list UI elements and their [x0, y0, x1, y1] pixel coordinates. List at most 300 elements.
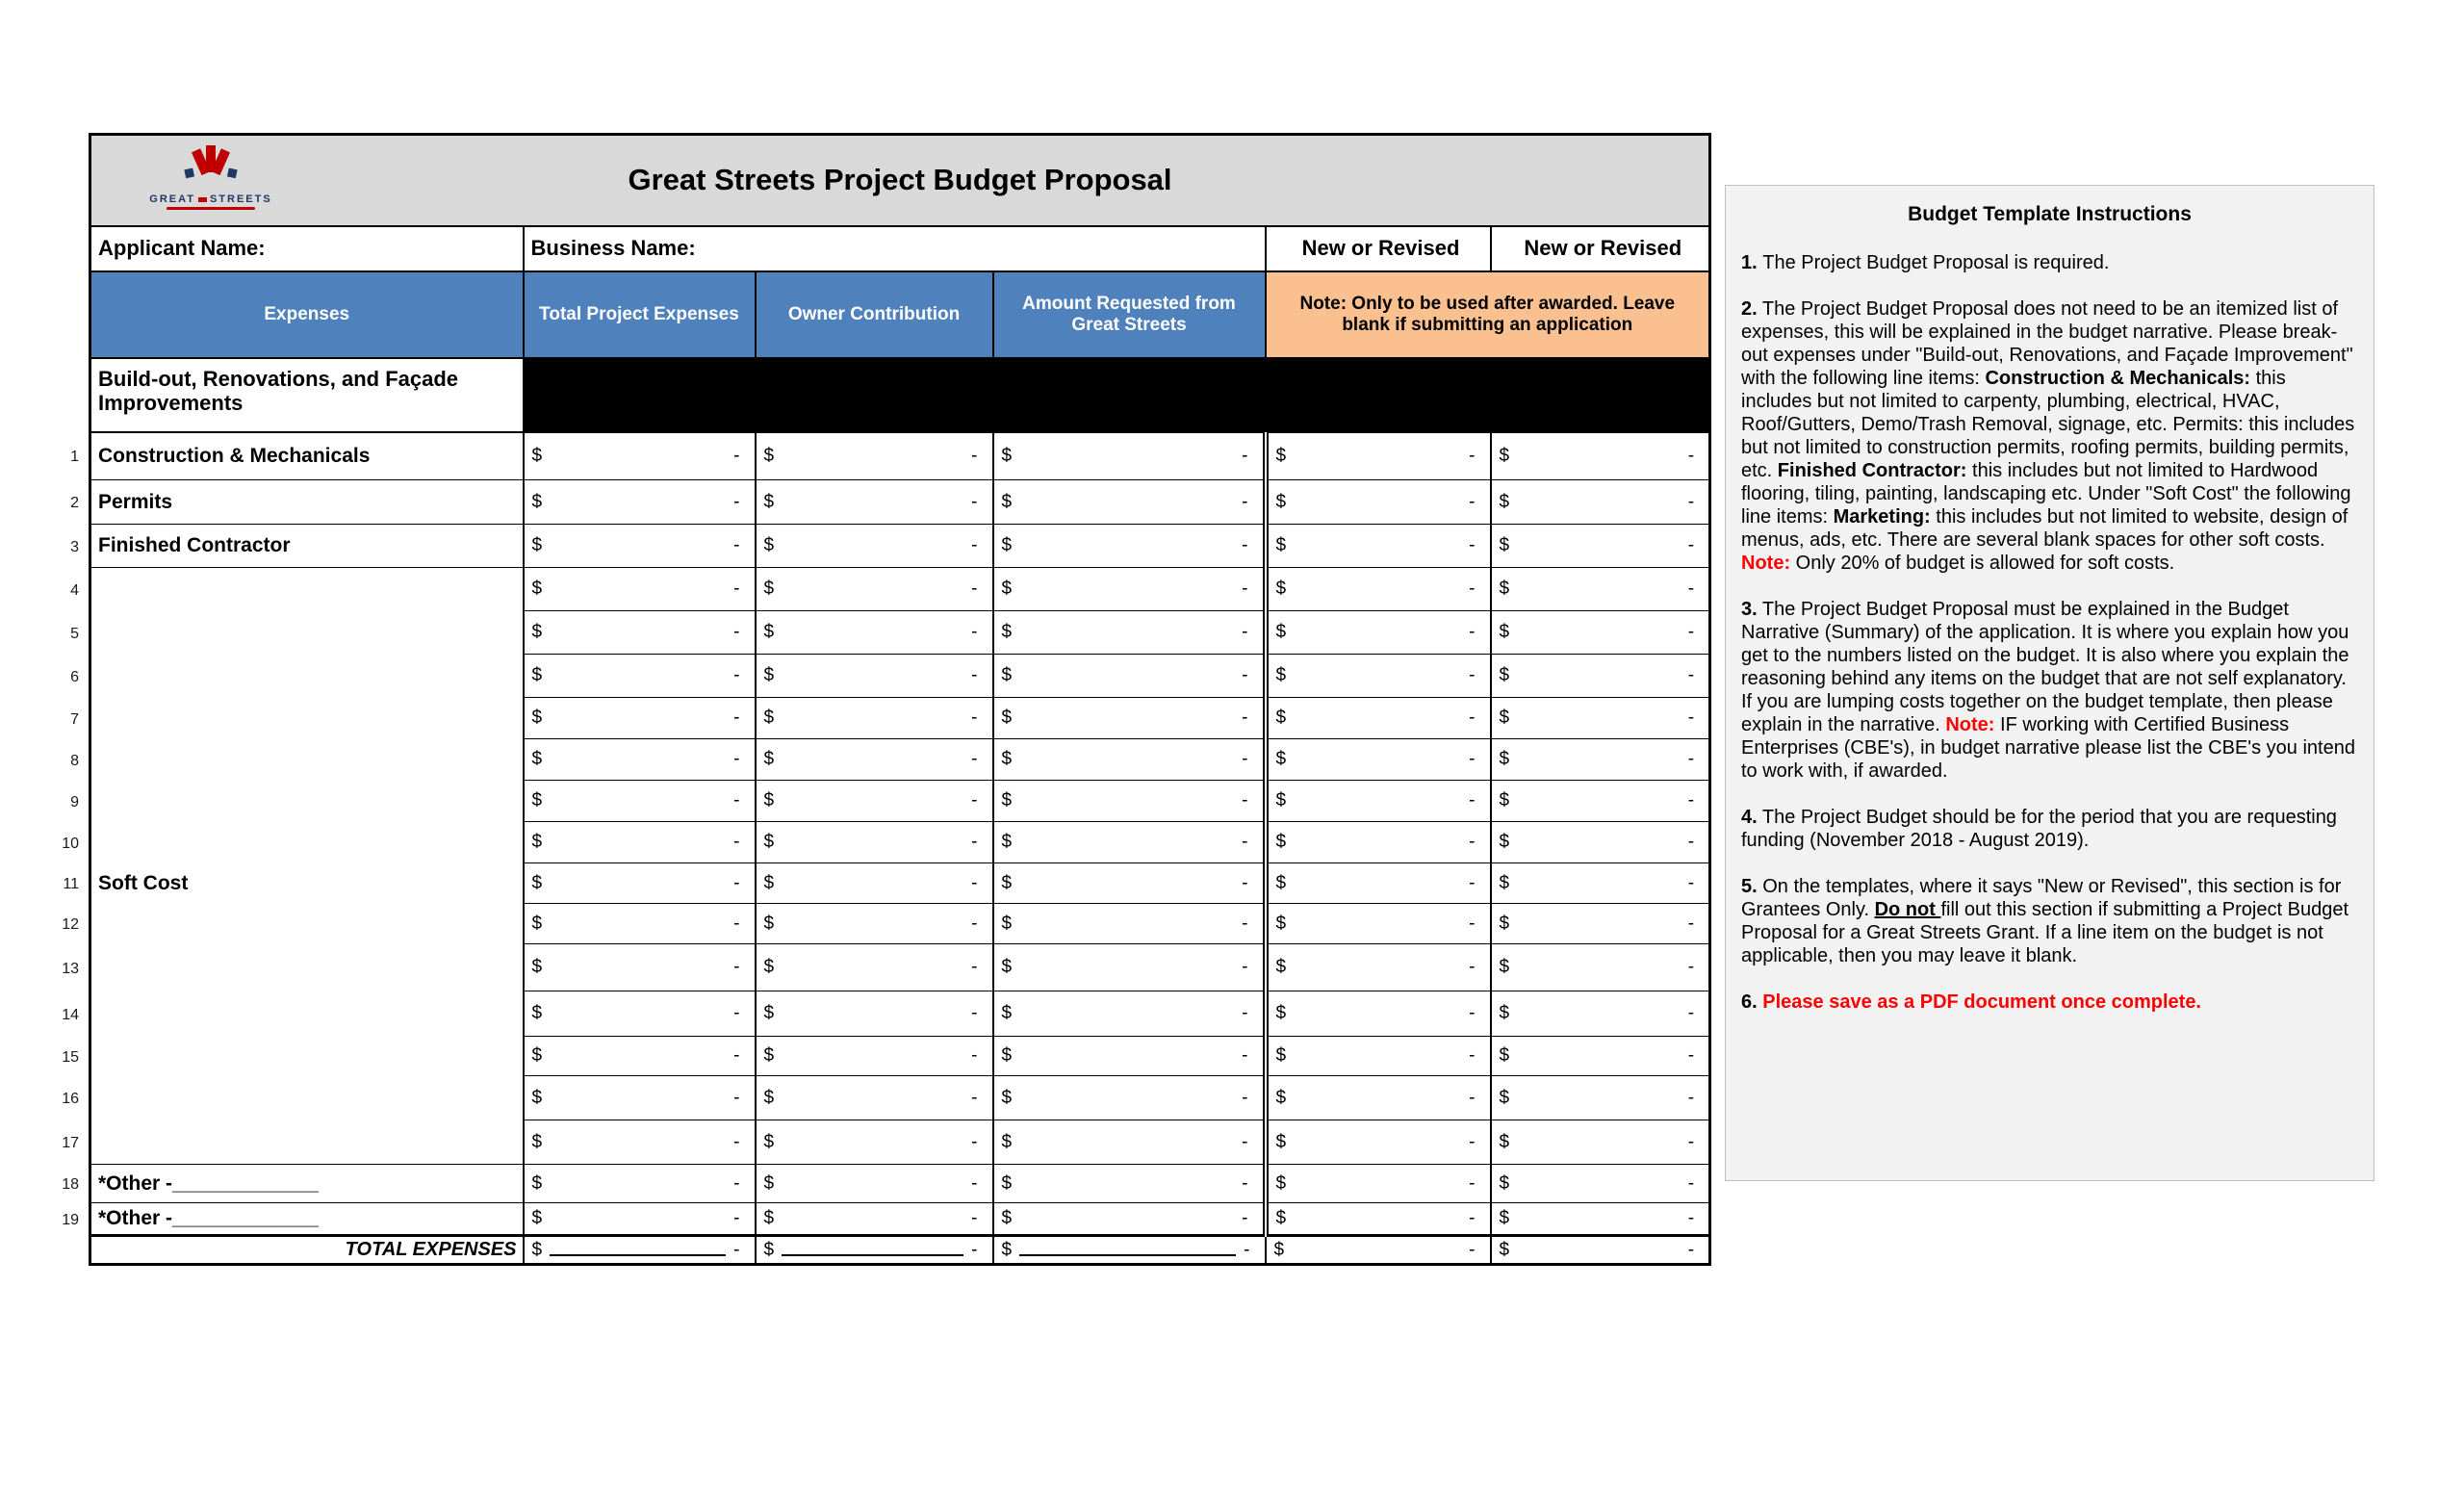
currency-symbol: $ — [763, 708, 775, 728]
amount-cell[interactable] — [993, 991, 1266, 1037]
currency-symbol: $ — [1275, 665, 1287, 685]
currency-symbol: $ — [1499, 790, 1510, 811]
currency-symbol: $ — [531, 749, 543, 769]
amount-cell[interactable] — [524, 1076, 756, 1120]
row-number: 13 — [62, 960, 79, 977]
currency-symbol: $ — [531, 1003, 543, 1023]
amount-cell[interactable] — [1491, 822, 1710, 863]
amount-cell[interactable] — [756, 568, 993, 611]
budget-rows — [90, 432, 1710, 1236]
amount-cell[interactable] — [524, 611, 756, 655]
empty-amount: - — [1469, 665, 1476, 685]
amount-cell[interactable] — [1266, 1120, 1491, 1165]
amount-cell[interactable] — [993, 1165, 1266, 1203]
currency-symbol: $ — [531, 1208, 543, 1228]
currency-symbol: $ — [1001, 579, 1013, 599]
expense-label-cell[interactable] — [90, 822, 524, 863]
amount-cell[interactable] — [524, 432, 756, 480]
currency-symbol: $ — [1001, 1208, 1013, 1228]
expense-label-cell[interactable] — [90, 1037, 524, 1076]
empty-amount: - — [1242, 491, 1248, 512]
amount-cell[interactable] — [993, 698, 1266, 739]
row-number: 17 — [62, 1135, 79, 1151]
currency-symbol: $ — [1275, 491, 1287, 512]
amount-cell[interactable] — [1491, 1076, 1710, 1120]
empty-amount: - — [1687, 1239, 1695, 1260]
expense-label-cell[interactable]: Construction & Mechanicals — [90, 432, 524, 480]
currency-symbol: $ — [1001, 445, 1013, 466]
instructions-title: Budget Template Instructions — [1908, 203, 2192, 225]
amount-cell[interactable] — [756, 822, 993, 863]
empty-amount: - — [1687, 622, 1695, 642]
total-amount-cell[interactable] — [524, 1236, 756, 1265]
currency-symbol: $ — [1275, 1172, 1287, 1194]
empty-amount: - — [1242, 913, 1248, 934]
empty-amount: - — [1687, 1131, 1695, 1152]
currency-symbol: $ — [1275, 1087, 1287, 1108]
amount-cell[interactable] — [1491, 480, 1710, 525]
amount-cell[interactable] — [1266, 1037, 1491, 1076]
empty-amount: - — [1687, 579, 1695, 599]
currency-symbol: $ — [531, 832, 543, 852]
great-streets-logo-text: GREAT STREETS — [149, 193, 272, 205]
amount-cell[interactable] — [993, 655, 1266, 698]
empty-amount: - — [971, 749, 978, 769]
amount-cell[interactable] — [1266, 698, 1491, 739]
currency-symbol: $ — [531, 1045, 543, 1066]
empty-amount: - — [1242, 1045, 1248, 1066]
amount-cell[interactable] — [1266, 480, 1491, 525]
empty-amount: - — [971, 1239, 978, 1260]
amount-cell[interactable] — [1266, 1076, 1491, 1120]
amount-cell[interactable] — [1266, 525, 1491, 568]
amount-cell[interactable] — [993, 611, 1266, 655]
amount-cell[interactable] — [993, 1076, 1266, 1120]
currency-symbol: $ — [1001, 708, 1013, 728]
currency-symbol: $ — [763, 535, 775, 555]
row-number: 6 — [70, 668, 79, 685]
currency-symbol: $ — [1275, 622, 1287, 642]
empty-amount: - — [1687, 749, 1695, 769]
empty-amount: - — [1242, 622, 1248, 642]
empty-amount: - — [1687, 1172, 1695, 1194]
amount-cell[interactable] — [1266, 863, 1491, 904]
empty-amount: - — [1242, 957, 1248, 977]
row-number: 16 — [62, 1091, 79, 1107]
amount-cell[interactable] — [1266, 568, 1491, 611]
currency-symbol: $ — [1275, 1131, 1287, 1152]
currency-symbol: $ — [1499, 1087, 1510, 1108]
amount-cell[interactable] — [524, 1120, 756, 1165]
blank-underline — [550, 1245, 726, 1256]
instruction-item-6: 6. Please save as a PDF document once complete. — [1741, 991, 2201, 1013]
currency-symbol: $ — [763, 872, 775, 893]
empty-amount: - — [1242, 708, 1248, 728]
currency-symbol: $ — [531, 535, 543, 555]
empty-amount: - — [1242, 1172, 1248, 1194]
amount-cell[interactable] — [524, 698, 756, 739]
row-number: 19 — [62, 1212, 79, 1228]
empty-amount: - — [733, 708, 740, 728]
amount-cell[interactable] — [993, 739, 1266, 781]
amount-cell[interactable] — [993, 822, 1266, 863]
amount-cell[interactable] — [993, 781, 1266, 822]
instruction-item-2: 2. The Project Budget Proposal does not need to be an itemized list of expenses, this will be explained in the budget narrative. Please break-out expenses under "Build-out, Renovations, and Façade Improvement" with the following line items: Construction & Mechanicals: this includes but not limited to carpenty, plumbing, electrical, HVAC, Roof/Gutters, Demo/Trash Removal, signage, etc. Permits: this includes but not limited to construction permits, roofing permits, building permits, etc. Finished Contractor: this includes but not limited to Hardwood flooring, tiling, painting, landscaping etc. Under "Soft Cost" the following line items: Marketing: this includes but not limited to website, design of menus, ads, etc. There are several blank spaces for other soft costs. Note: Only 20% of budget is allowed for soft costs. — [1741, 298, 2355, 574]
empty-amount: - — [1469, 1172, 1476, 1194]
currency-symbol: $ — [763, 749, 775, 769]
currency-symbol: $ — [763, 579, 775, 599]
currency-symbol: $ — [763, 491, 775, 512]
amount-cell[interactable] — [1266, 904, 1491, 944]
empty-amount: - — [1687, 790, 1695, 811]
empty-amount: - — [1242, 1208, 1248, 1228]
row-number: 15 — [62, 1048, 79, 1066]
amount-cell[interactable] — [1491, 698, 1710, 739]
currency-symbol: $ — [1275, 1003, 1287, 1023]
amount-cell[interactable] — [756, 1165, 993, 1203]
currency-symbol: $ — [1275, 832, 1287, 852]
empty-amount: - — [1687, 957, 1695, 977]
currency-symbol: $ — [1275, 957, 1287, 977]
currency-symbol: $ — [1499, 957, 1510, 977]
currency-symbol: $ — [1001, 832, 1013, 852]
amount-cell[interactable] — [1491, 1203, 1710, 1236]
category-black-cells — [524, 358, 1710, 432]
amount-cell[interactable] — [1266, 1165, 1491, 1203]
amount-cell[interactable] — [756, 1076, 993, 1120]
amount-cell[interactable] — [524, 944, 756, 991]
col-header-total-project-expenses: Total Project Expenses — [524, 271, 756, 358]
amount-cell[interactable] — [1266, 822, 1491, 863]
amount-cell[interactable] — [1266, 1203, 1491, 1236]
currency-symbol: $ — [1275, 749, 1287, 769]
blank-underline — [782, 1245, 963, 1256]
currency-symbol: $ — [763, 1208, 775, 1228]
empty-amount: - — [971, 913, 978, 934]
empty-amount: - — [971, 622, 978, 642]
amount-cell[interactable] — [756, 863, 993, 904]
currency-symbol: $ — [1001, 749, 1013, 769]
expense-label-cell[interactable]: *Other -_____________ — [90, 1165, 524, 1203]
expense-label-cell[interactable] — [90, 1076, 524, 1120]
applicant-name-cell[interactable]: Applicant Name: — [90, 226, 524, 271]
total-amount-cell[interactable] — [756, 1236, 993, 1265]
expense-label-cell[interactable] — [90, 1120, 524, 1165]
currency-symbol: $ — [1275, 445, 1287, 466]
currency-symbol: $ — [531, 1239, 543, 1260]
amount-cell[interactable] — [524, 568, 756, 611]
empty-amount: - — [1242, 790, 1248, 811]
amount-cell[interactable] — [1491, 432, 1710, 480]
empty-amount: - — [733, 1003, 740, 1023]
empty-amount: - — [733, 445, 740, 466]
business-name-cell[interactable]: Business Name: — [524, 226, 1266, 271]
empty-amount: - — [1469, 1087, 1476, 1108]
empty-amount: - — [1469, 1131, 1476, 1152]
empty-amount: - — [733, 957, 740, 977]
empty-amount: - — [1469, 491, 1476, 512]
great-streets-logo — [147, 143, 274, 210]
currency-symbol: $ — [1499, 1045, 1510, 1066]
empty-amount: - — [1242, 749, 1248, 769]
amount-cell[interactable] — [993, 1120, 1266, 1165]
currency-symbol: $ — [1275, 535, 1287, 555]
currency-symbol: $ — [531, 579, 543, 599]
amount-cell[interactable] — [1491, 568, 1710, 611]
amount-cell[interactable] — [1491, 739, 1710, 781]
amount-cell[interactable] — [524, 822, 756, 863]
row-number: 1 — [70, 449, 79, 465]
row-number: 18 — [62, 1176, 79, 1193]
amount-cell[interactable] — [524, 781, 756, 822]
expense-label-cell[interactable] — [90, 611, 524, 655]
amount-cell[interactable] — [756, 480, 993, 525]
currency-symbol: $ — [531, 445, 543, 466]
amount-cell[interactable] — [756, 655, 993, 698]
amount-cell[interactable] — [1266, 991, 1491, 1037]
currency-symbol: $ — [763, 1003, 775, 1023]
row-number-column — [19, 433, 79, 1237]
amount-cell[interactable] — [524, 655, 756, 698]
amount-cell[interactable] — [756, 991, 993, 1037]
budget-row — [90, 1037, 1710, 1076]
budget-row — [90, 698, 1710, 739]
amount-cell[interactable] — [993, 480, 1266, 525]
empty-amount: - — [1469, 832, 1476, 852]
title-row — [90, 135, 1710, 226]
budget-row — [90, 1120, 1710, 1165]
amount-cell[interactable] — [993, 904, 1266, 944]
expense-label-cell[interactable] — [90, 568, 524, 611]
amount-cell[interactable] — [756, 525, 993, 568]
empty-amount: - — [1469, 708, 1476, 728]
currency-symbol: $ — [1001, 1045, 1013, 1066]
amount-cell[interactable] — [1266, 432, 1491, 480]
amount-cell[interactable] — [993, 863, 1266, 904]
amount-cell[interactable] — [1266, 655, 1491, 698]
amount-cell[interactable] — [524, 1203, 756, 1236]
expense-label-cell[interactable] — [90, 991, 524, 1037]
currency-symbol: $ — [1499, 535, 1510, 555]
amount-cell[interactable] — [756, 611, 993, 655]
great-streets-logo-icon — [179, 143, 243, 188]
amount-cell[interactable] — [1491, 655, 1710, 698]
amount-cell[interactable] — [993, 1037, 1266, 1076]
amount-cell[interactable] — [524, 863, 756, 904]
amount-cell[interactable] — [1491, 944, 1710, 991]
total-amount-cell[interactable] — [1266, 1236, 1491, 1265]
amount-cell[interactable] — [756, 1037, 993, 1076]
amount-cell[interactable] — [524, 525, 756, 568]
total-expenses-label: TOTAL EXPENSES — [90, 1236, 524, 1265]
currency-symbol: $ — [1499, 579, 1510, 599]
currency-symbol: $ — [1499, 665, 1510, 685]
currency-symbol: $ — [1001, 872, 1013, 893]
empty-amount: - — [971, 708, 978, 728]
budget-row — [90, 568, 1710, 611]
amount-cell[interactable] — [1266, 781, 1491, 822]
amount-cell[interactable] — [993, 1203, 1266, 1236]
empty-amount: - — [1687, 708, 1695, 728]
budget-row — [90, 863, 1710, 904]
currency-symbol: $ — [1499, 708, 1510, 728]
empty-amount: - — [971, 832, 978, 852]
currency-symbol: $ — [763, 1045, 775, 1066]
budget-row — [90, 944, 1710, 991]
amount-cell[interactable] — [756, 904, 993, 944]
amount-cell[interactable] — [1491, 525, 1710, 568]
empty-amount: - — [971, 957, 978, 977]
currency-symbol: $ — [1001, 913, 1013, 934]
amount-cell[interactable] — [756, 781, 993, 822]
empty-amount: - — [733, 872, 740, 893]
row-number: 5 — [70, 625, 79, 642]
empty-amount: - — [971, 491, 978, 512]
amount-cell[interactable] — [993, 525, 1266, 568]
expense-label-cell[interactable] — [90, 739, 524, 781]
currency-symbol: $ — [1499, 1003, 1510, 1023]
category-row — [90, 358, 1710, 432]
expense-label-cell[interactable] — [90, 904, 524, 944]
currency-symbol: $ — [1499, 832, 1510, 852]
amount-cell[interactable] — [756, 432, 993, 480]
currency-symbol: $ — [1499, 872, 1510, 893]
amount-cell[interactable] — [756, 739, 993, 781]
currency-symbol: $ — [1001, 622, 1013, 642]
amount-cell[interactable] — [993, 568, 1266, 611]
empty-amount: - — [733, 665, 740, 685]
empty-amount: - — [971, 1045, 978, 1066]
empty-amount: - — [1469, 445, 1476, 466]
empty-amount: - — [1687, 1045, 1695, 1066]
currency-symbol: $ — [1001, 1003, 1013, 1023]
amount-cell[interactable] — [1491, 863, 1710, 904]
empty-amount: - — [971, 1172, 978, 1194]
empty-amount: - — [1687, 535, 1695, 555]
empty-amount: - — [1469, 790, 1476, 811]
amount-cell[interactable] — [1491, 781, 1710, 822]
row-number: 8 — [70, 752, 79, 769]
currency-symbol: $ — [1001, 1131, 1013, 1152]
currency-symbol: $ — [1273, 1239, 1285, 1260]
amount-cell[interactable] — [756, 698, 993, 739]
empty-amount: - — [1469, 872, 1476, 893]
expense-label-cell[interactable] — [90, 944, 524, 991]
empty-amount: - — [971, 665, 978, 685]
empty-amount: - — [971, 535, 978, 555]
amount-cell[interactable] — [1266, 611, 1491, 655]
expense-label-cell[interactable] — [90, 781, 524, 822]
total-amount-cell[interactable] — [993, 1236, 1266, 1265]
empty-amount: - — [1242, 445, 1248, 466]
currency-symbol: $ — [1499, 1172, 1510, 1194]
amount-cell[interactable] — [524, 480, 756, 525]
currency-symbol: $ — [763, 913, 775, 934]
amount-cell[interactable] — [1266, 739, 1491, 781]
col-header-amount-requested: Amount Requested from Great Streets — [993, 271, 1266, 358]
amount-cell[interactable] — [524, 1037, 756, 1076]
empty-amount: - — [971, 1131, 978, 1152]
currency-symbol: $ — [1275, 1045, 1287, 1066]
amount-cell[interactable] — [1491, 904, 1710, 944]
currency-symbol: $ — [531, 491, 543, 512]
currency-symbol: $ — [763, 622, 775, 642]
currency-symbol: $ — [763, 445, 775, 466]
amount-cell[interactable] — [524, 1165, 756, 1203]
budget-row — [90, 1076, 1710, 1120]
empty-amount: - — [971, 579, 978, 599]
empty-amount: - — [971, 1003, 978, 1023]
logo-red-underline — [167, 207, 255, 210]
expense-label-cell[interactable] — [90, 655, 524, 698]
budget-row — [90, 655, 1710, 698]
empty-amount: - — [1242, 1131, 1248, 1152]
currency-symbol: $ — [1499, 913, 1510, 934]
empty-amount: - — [1469, 1208, 1476, 1228]
currency-symbol: $ — [1275, 913, 1287, 934]
expense-label-cell[interactable]: *Other -_____________ — [90, 1203, 524, 1236]
currency-symbol: $ — [1499, 749, 1510, 769]
row-number: 11 — [63, 876, 79, 892]
expense-label-cell[interactable]: Soft Cost — [90, 863, 524, 904]
currency-symbol: $ — [763, 665, 775, 685]
budget-row — [90, 611, 1710, 655]
currency-symbol: $ — [1001, 790, 1013, 811]
amount-cell[interactable] — [756, 944, 993, 991]
currency-symbol: $ — [763, 957, 775, 977]
currency-symbol: $ — [1001, 1172, 1013, 1194]
currency-symbol: $ — [1001, 535, 1013, 555]
currency-symbol: $ — [763, 1172, 775, 1194]
empty-amount: - — [1469, 1045, 1476, 1066]
amount-cell[interactable] — [1491, 1120, 1710, 1165]
empty-amount: - — [971, 790, 978, 811]
sheet-title: Great Streets Project Budget Proposal — [628, 163, 1172, 197]
amount-cell[interactable] — [993, 432, 1266, 480]
amount-cell[interactable] — [1491, 1165, 1710, 1203]
expense-label-cell[interactable]: Permits — [90, 480, 524, 525]
amount-cell[interactable] — [1491, 1037, 1710, 1076]
amount-cell[interactable] — [524, 739, 756, 781]
currency-symbol: $ — [1001, 1239, 1013, 1260]
empty-amount: - — [733, 1087, 740, 1108]
title-cell — [90, 135, 1710, 226]
amount-cell[interactable] — [1266, 944, 1491, 991]
amount-cell[interactable] — [524, 991, 756, 1037]
empty-amount: - — [733, 1172, 740, 1194]
amount-cell[interactable] — [1491, 611, 1710, 655]
empty-amount: - — [1469, 579, 1476, 599]
column-header-row — [90, 271, 1710, 358]
expense-label-cell[interactable] — [90, 698, 524, 739]
empty-amount: - — [733, 913, 740, 934]
budget-table — [89, 133, 1711, 1266]
amount-cell[interactable] — [756, 1203, 993, 1236]
amount-cell[interactable] — [756, 1120, 993, 1165]
empty-amount: - — [1687, 832, 1695, 852]
amount-cell[interactable] — [993, 944, 1266, 991]
total-amount-cell[interactable] — [1491, 1236, 1710, 1265]
empty-amount: - — [971, 1208, 978, 1228]
empty-amount: - — [1469, 913, 1476, 934]
currency-symbol: $ — [763, 1087, 775, 1108]
empty-amount: - — [733, 832, 740, 852]
currency-symbol: $ — [1499, 1131, 1510, 1152]
currency-symbol: $ — [531, 1172, 543, 1194]
expense-label-cell[interactable]: Finished Contractor — [90, 525, 524, 568]
amount-cell[interactable] — [1491, 991, 1710, 1037]
amount-cell[interactable] — [524, 904, 756, 944]
